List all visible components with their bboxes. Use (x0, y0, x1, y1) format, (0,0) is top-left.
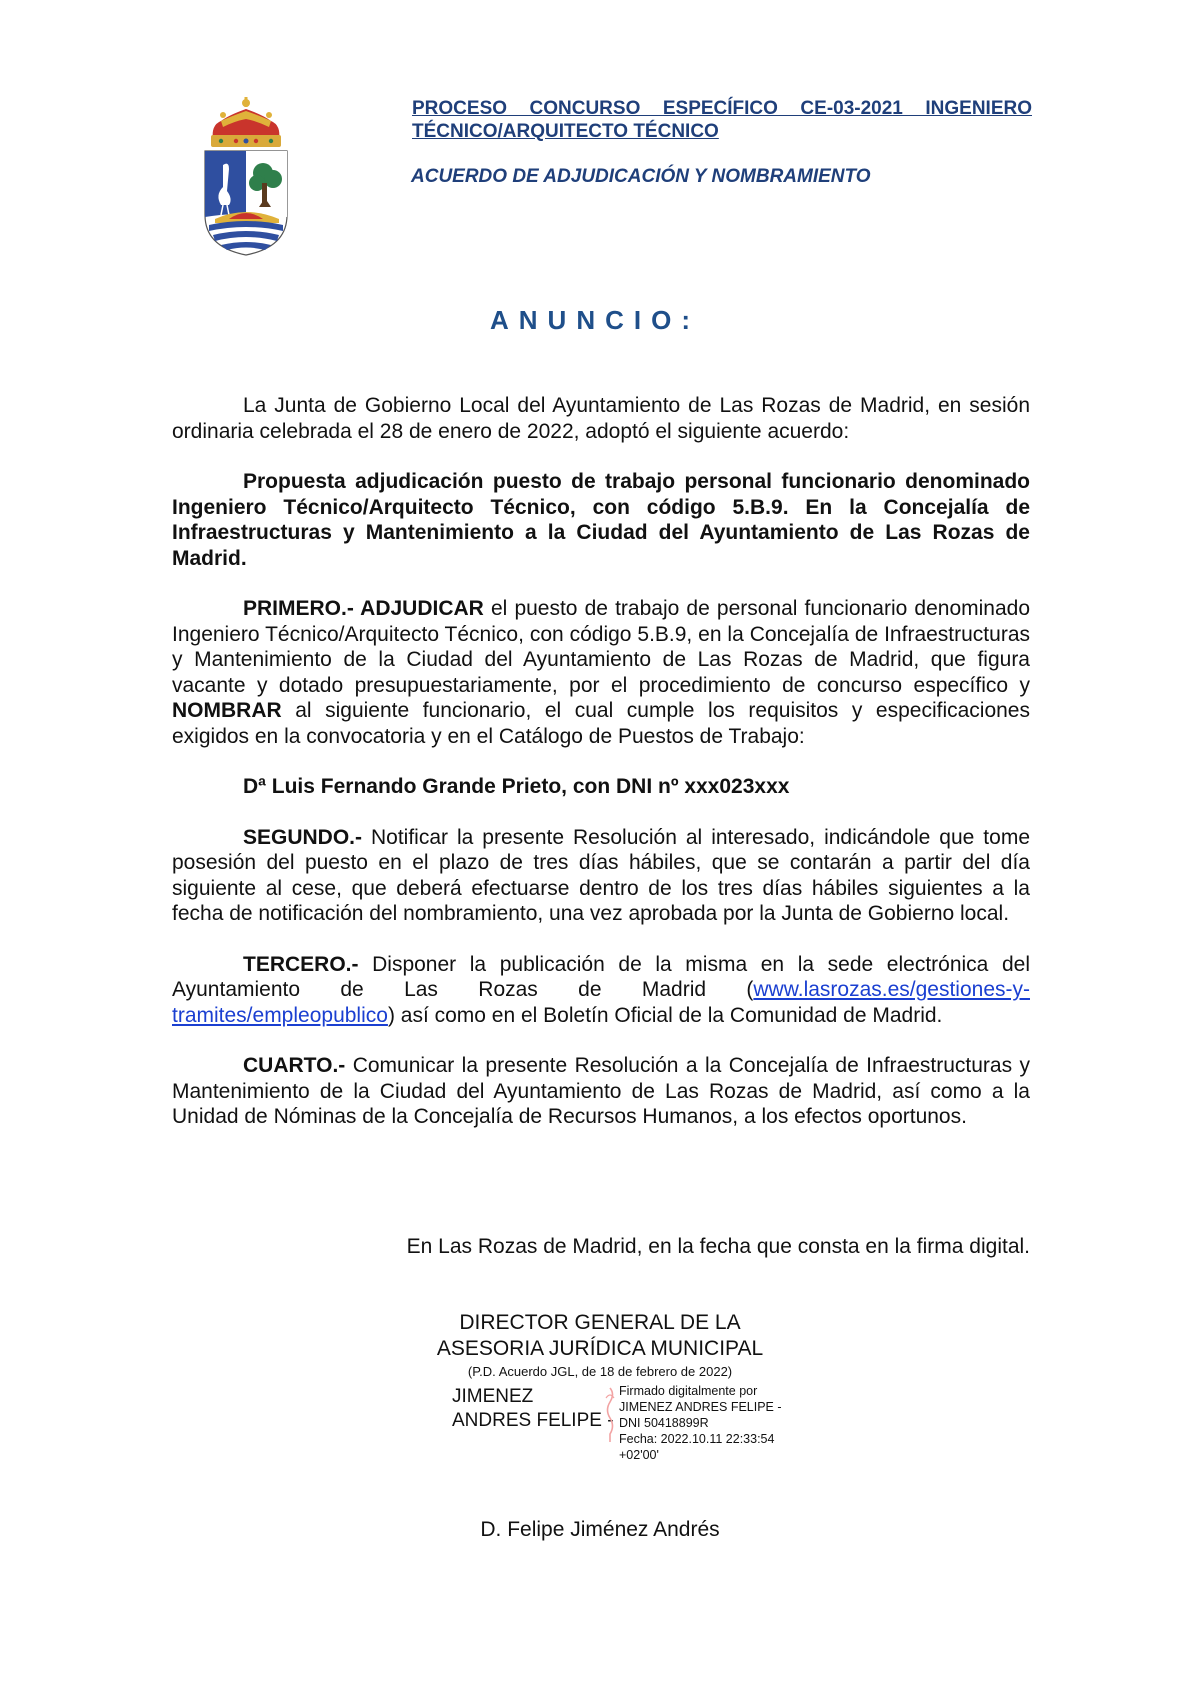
segundo-paragraph (172, 825, 1030, 927)
document-body (172, 393, 1030, 1155)
primero-keyword: NOMBRAR (172, 699, 282, 722)
digital-signature-line2: JIMENEZ ANDRES FELIPE - (619, 1400, 782, 1414)
proposal-paragraph: Propuesta adjudicación puesto de trabajo personal funcionario denominado Ingeniero Técnico/Arquitecto Técnico, con código 5.B.9. En la Concejalía de Infraestructuras y Mantenimiento a la Ciudad del Ayuntamiento de Las Rozas de Madrid. (172, 470, 1030, 570)
document-header-title: PROCESO CONCURSO ESPECÍFICO CE-03-2021 INGENIERO TÉCNICO/ARQUITECTO TÉCNICO (412, 98, 1032, 142)
primero-label: PRIMERO.- ADJUDICAR (243, 597, 484, 620)
announcement-heading: ANUNCIO: (490, 305, 700, 335)
signature-title-block (420, 1310, 780, 1379)
tercero-text-b: ) así como en el Boletín Oficial de la Comunidad de Madrid. (387, 1003, 943, 1027)
signature-name-line1: JIMENEZ (452, 1386, 534, 1407)
signature-title-line2: ASESORIA JURÍDICA MUNICIPAL (436, 1337, 764, 1360)
cuarto-paragraph (172, 1053, 1030, 1130)
municipal-coat-of-arms-logo (199, 95, 293, 258)
digital-signature-line4: Fecha: 2022.10.11 22:33:54 (619, 1432, 775, 1446)
tercero-label: TERCERO.- (243, 952, 359, 976)
primero-paragraph (172, 596, 1030, 749)
primero-text-a: el puesto de trabajo de personal funcionario denominado Ingeniero Técnico/Arquitecto Técnico, con código 5.B.9, en la Concejalía de Infraestructuras y Mantenimiento de la Ciudad del Ayuntamiento de Las Rozas de Madrid, que figura vacante y dotado presupuestariamente, por el procedimiento de concurso específico y (172, 597, 1031, 697)
delegation-note: (P.D. Acuerdo JGL, de 18 de febrero de 2022) (467, 1364, 733, 1379)
cuarto-label: CUARTO.- (243, 1054, 346, 1077)
tercero-paragraph (172, 952, 1030, 1029)
signer-name: D. Felipe Jiménez Andrés (480, 1518, 720, 1541)
segundo-text: Notificar la presente Resolución al interesado, indicándole que tome posesión del puesto en el plazo de tres días hábiles, que se contarán a partir del día siguiente al cese, que deberá efectuarse dentro de los tres días hábiles siguientes a la fecha de notificación del nombramiento, una vez aprobada por la Junta de Gobierno local. (172, 825, 1030, 925)
employment-portal-link[interactable]: www.lasrozas.es/gestiones-y-tramites/empleopublico (172, 978, 1030, 1027)
signature-title-line1: DIRECTOR GENERAL DE LA (459, 1311, 741, 1334)
primero-text-b: al siguiente funcionario, el cual cumple los requisitos y especificaciones exigidos en la convocatoria y en el Catálogo de Puestos de Trabajo: (172, 699, 1030, 748)
digital-signature-line1: Firmado digitalmente por (619, 1384, 758, 1398)
intro-paragraph: La Junta de Gobierno Local del Ayuntamiento de Las Rozas de Madrid, en sesión ordinaria celebrada el 28 de enero de 2022, adoptó el siguiente acuerdo: (172, 394, 1030, 443)
segundo-label: SEGUNDO.- (243, 825, 363, 849)
digital-signature-line5: +02'00' (619, 1448, 659, 1462)
cuarto-text: Comunicar la presente Resolución a la Concejalía de Infraestructuras y Mantenimiento de la Ciudad del Ayuntamiento de Las Rozas de Madrid, así como a la Unidad de Nóminas de la Concejalía de Recursos Humanos, a los efectos oportunos. (172, 1054, 1030, 1128)
closing-statement: En Las Rozas de Madrid, en la fecha que consta en la firma digital. (406, 1235, 1030, 1258)
signature-name-line2: ANDRES FELIPE - (452, 1410, 614, 1431)
digital-signature-stamp (619, 1383, 782, 1463)
document-header-subtitle: ACUERDO DE ADJUDICACIÓN Y NOMBRAMIENTO (411, 166, 871, 187)
digital-signature-mark-icon (603, 1384, 617, 1444)
tercero-text-a: Disponer la publicación de la misma en la sede electrónica del Ayuntamiento de Las Rozas de Madrid ( (172, 952, 1030, 1001)
appointee-line: Dª Luis Fernando Grande Prieto, con DNI nº xxx023xxx (243, 775, 790, 798)
digital-signature-line3: DNI 50418899R (619, 1416, 709, 1430)
